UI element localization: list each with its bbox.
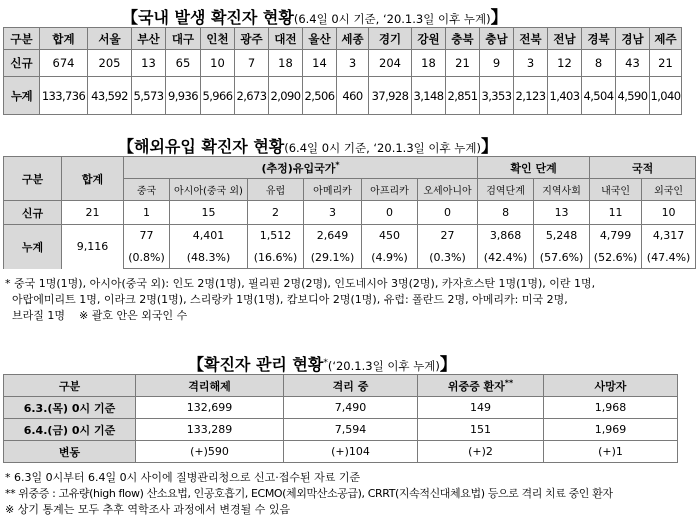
management-row-label: 6.4.(금) 0시 기준 — [4, 419, 136, 441]
imported-new-label: 신규 — [4, 201, 62, 225]
imported-cum-value: 3,868 — [478, 225, 534, 247]
management-value-cell: 1,969 — [544, 419, 678, 441]
imported-note-line1: * 중국 1명(1명), 아시아(중국 외): 인도 2명(1명), 필리핀 2명(2명), 인도네시아 3명(2명), 카자흐스탄 1명(1명), 이란 1명, — [5, 277, 596, 290]
domestic-value-cell: 1,403 — [548, 77, 582, 115]
imported-new-value: 11 — [590, 201, 642, 225]
domestic-value-cell: 2,123 — [514, 77, 548, 115]
section3-title-sub: (‘20.1.3일 이후 누계) — [327, 359, 440, 373]
domestic-header-cell: 광주 — [235, 28, 269, 50]
imported-header-confirm-stage: 확인 단계 — [478, 157, 590, 179]
section3-title-mark: * — [323, 358, 328, 368]
domestic-header-cell: 충북 — [446, 28, 480, 50]
domestic-value-cell: 1,040 — [650, 77, 682, 115]
management-header-cell — [418, 375, 544, 397]
imported-subheader-cell: 아시아(중국 외) — [170, 179, 248, 201]
imported-header-origin-mark: * — [335, 159, 340, 169]
domestic-header-cell: 강원 — [412, 28, 446, 50]
domestic-value-cell: 14 — [303, 50, 337, 77]
domestic-value-cell: 12 — [548, 50, 582, 77]
imported-new-row — [4, 201, 696, 225]
management-header-cell: 격리해제 — [136, 375, 284, 397]
domestic-value-cell: 4,504 — [582, 77, 616, 115]
imported-new-value: 2 — [248, 201, 304, 225]
imported-new-value: 15 — [170, 201, 248, 225]
management-value-cell: (+)2 — [418, 441, 544, 463]
domestic-value-cell: 13 — [132, 50, 166, 77]
domestic-header-cell: 서울 — [88, 28, 132, 50]
imported-header-origin — [124, 157, 478, 179]
domestic-header-cell: 충남 — [480, 28, 514, 50]
management-row-change — [4, 441, 678, 463]
imported-cum-value: 2,649 — [304, 225, 362, 247]
section1-title-sub: (6.4일 0시 기준, ‘20.1.3일 이후 누계) — [293, 12, 491, 26]
domestic-new-row — [4, 50, 682, 77]
domestic-value-cell: 21 — [446, 50, 480, 77]
imported-note-line3: 브라질 1명 ※ 괄호 안은 외국인 수 — [5, 309, 188, 322]
management-value-cell: 149 — [418, 397, 544, 419]
imported-new-value: 10 — [642, 201, 696, 225]
domestic-value-cell: 5,966 — [201, 77, 235, 115]
domestic-row-label: 신규 — [4, 50, 40, 77]
domestic-header-cell: 경남 — [616, 28, 650, 50]
management-header-mark: ** — [504, 377, 514, 387]
domestic-header-cell: 인천 — [201, 28, 235, 50]
domestic-header-cell: 전남 — [548, 28, 582, 50]
domestic-header-cell: 울산 — [303, 28, 337, 50]
domestic-cumulative-row — [4, 77, 682, 115]
imported-subheader-cell: 지역사회 — [534, 179, 590, 201]
imported-note — [5, 276, 595, 324]
domestic-value-cell: 204 — [369, 50, 412, 77]
imported-cum-value: 1,512 — [248, 225, 304, 247]
domestic-value-cell: 37,928 — [369, 77, 412, 115]
imported-new-value: 8 — [478, 201, 534, 225]
imported-cum-value: 77 — [124, 225, 170, 247]
domestic-value-cell: 9 — [480, 50, 514, 77]
section2-title-main: 【해외유입 확진자 현황 — [118, 137, 285, 156]
domestic-value-cell: 7 — [235, 50, 269, 77]
domestic-header-cell: 세종 — [337, 28, 369, 50]
management-value-cell: (+)104 — [284, 441, 418, 463]
section2-title-close: 】 — [480, 137, 498, 157]
management-note-3: ※ 상기 통계는 모두 추후 역학조사 과정에서 변경될 수 있음 — [5, 503, 291, 516]
imported-header-origin-label: (추정)유입국가 — [261, 161, 336, 175]
domestic-header-cell: 제주 — [650, 28, 682, 50]
domestic-header-cell: 경북 — [582, 28, 616, 50]
management-value-cell: 132,699 — [136, 397, 284, 419]
management-header-row — [4, 375, 678, 397]
section1-title-close: 】 — [490, 8, 508, 28]
management-note — [5, 470, 613, 518]
imported-header-gubun: 구분 — [4, 157, 62, 201]
imported-new-total: 21 — [62, 201, 124, 225]
imported-cum-percent: (47.4%) — [642, 247, 696, 269]
imported-cumulative-row — [4, 225, 696, 247]
imported-subheader-cell: 유럽 — [248, 179, 304, 201]
section2-title — [118, 132, 498, 157]
imported-header-row-1 — [4, 157, 696, 179]
domestic-header-cell: 경기 — [369, 28, 412, 50]
imported-cum-percent: (0.3%) — [418, 247, 478, 269]
imported-subheader-cell: 외국인 — [642, 179, 696, 201]
imported-cum-percent: (16.6%) — [248, 247, 304, 269]
domestic-header-cell: 대구 — [166, 28, 201, 50]
imported-note-line2: 아랍에미리트 1명, 이라크 2명(1명), 스리랑카 1명(1명), 캄보디아 2명(1명), 유럽: 폴란드 2명, 아메리카: 미국 2명, — [5, 293, 568, 306]
imported-cum-value: 4,317 — [642, 225, 696, 247]
management-note-2: ** 위중증 : 고유량(high flow) 산소요법, 인공호흡기, ECMO(체외막산소공급), CRRT(지속적신대체요법) 등으로 격리 치료 중인 환자 — [5, 487, 613, 500]
imported-cum-label: 누계 — [4, 225, 62, 269]
domestic-value-cell: 18 — [412, 50, 446, 77]
section3-title-close: 】 — [439, 355, 457, 375]
management-value-cell: 1,968 — [544, 397, 678, 419]
section3-title — [188, 350, 457, 375]
imported-new-value: 13 — [534, 201, 590, 225]
management-row-0603 — [4, 397, 678, 419]
domestic-value-cell: 43,592 — [88, 77, 132, 115]
case-management-table — [3, 374, 678, 463]
management-row-label: 변동 — [4, 441, 136, 463]
domestic-value-cell: 10 — [201, 50, 235, 77]
domestic-header-cell: 합계 — [40, 28, 88, 50]
management-value-cell: 133,289 — [136, 419, 284, 441]
domestic-value-cell: 2,851 — [446, 77, 480, 115]
domestic-value-cell: 21 — [650, 50, 682, 77]
domestic-value-cell: 3 — [514, 50, 548, 77]
section3-title-main: 【확진자 관리 현황 — [188, 355, 324, 374]
management-value-cell: 7,490 — [284, 397, 418, 419]
domestic-row-label: 누계 — [4, 77, 40, 115]
management-header-cell: 사망자 — [544, 375, 678, 397]
domestic-value-cell: 2,506 — [303, 77, 337, 115]
imported-cum-total: 9,116 — [62, 225, 124, 269]
imported-cum-value: 4,401 — [170, 225, 248, 247]
imported-header-total: 합계 — [62, 157, 124, 201]
management-value-cell: (+)590 — [136, 441, 284, 463]
domestic-value-cell: 5,573 — [132, 77, 166, 115]
imported-new-value: 3 — [304, 201, 362, 225]
domestic-value-cell: 2,673 — [235, 77, 269, 115]
imported-cases-table — [3, 156, 696, 269]
imported-cum-percent: (52.6%) — [590, 247, 642, 269]
imported-cum-percent: (57.6%) — [534, 247, 590, 269]
imported-new-value: 1 — [124, 201, 170, 225]
section1-title — [122, 3, 508, 28]
imported-cum-value: 4,799 — [590, 225, 642, 247]
management-note-1: * 6.3일 0시부터 6.4일 0시 사이에 질병관리청으로 신고·접수된 자료 기준 — [5, 471, 361, 484]
imported-subheader-cell: 오세아니아 — [418, 179, 478, 201]
management-value-cell: (+)1 — [544, 441, 678, 463]
imported-subheader-cell: 아메리카 — [304, 179, 362, 201]
domestic-value-cell: 133,736 — [40, 77, 88, 115]
imported-subheader-cell: 내국인 — [590, 179, 642, 201]
section2-title-sub: (6.4일 0시 기준, ‘20.1.3일 이후 누계) — [284, 141, 481, 155]
domestic-value-cell: 8 — [582, 50, 616, 77]
domestic-header-row — [4, 28, 682, 50]
domestic-value-cell: 3,353 — [480, 77, 514, 115]
management-row-label: 6.3.(목) 0시 기준 — [4, 397, 136, 419]
management-header-cell: 구분 — [4, 375, 136, 397]
imported-header-nationality: 국적 — [590, 157, 696, 179]
imported-cum-percent: (29.1%) — [304, 247, 362, 269]
management-header-cell: 격리 중 — [284, 375, 418, 397]
imported-subheader-cell: 중국 — [124, 179, 170, 201]
imported-cum-value: 27 — [418, 225, 478, 247]
domestic-header-cell: 구분 — [4, 28, 40, 50]
management-header-label: 위중증 환자 — [447, 379, 505, 393]
imported-cum-percent: (0.8%) — [124, 247, 170, 269]
domestic-value-cell: 2,090 — [269, 77, 303, 115]
imported-subheader-cell: 검역단계 — [478, 179, 534, 201]
imported-new-value: 0 — [418, 201, 478, 225]
imported-cum-value: 5,248 — [534, 225, 590, 247]
management-row-0604 — [4, 419, 678, 441]
imported-cum-value: 450 — [362, 225, 418, 247]
management-value-cell: 7,594 — [284, 419, 418, 441]
domestic-value-cell: 43 — [616, 50, 650, 77]
imported-subheader-cell: 아프리카 — [362, 179, 418, 201]
section1-title-main: 【국내 발생 확진자 현황 — [122, 8, 294, 27]
domestic-value-cell: 9,936 — [166, 77, 201, 115]
domestic-value-cell: 460 — [337, 77, 369, 115]
imported-new-value: 0 — [362, 201, 418, 225]
domestic-value-cell: 18 — [269, 50, 303, 77]
domestic-header-cell: 전북 — [514, 28, 548, 50]
domestic-cases-table — [3, 27, 682, 115]
domestic-value-cell: 4,590 — [616, 77, 650, 115]
domestic-value-cell: 3 — [337, 50, 369, 77]
domestic-header-cell: 대전 — [269, 28, 303, 50]
domestic-header-cell: 부산 — [132, 28, 166, 50]
domestic-value-cell: 674 — [40, 50, 88, 77]
domestic-value-cell: 205 — [88, 50, 132, 77]
management-value-cell: 151 — [418, 419, 544, 441]
imported-cum-percent: (48.3%) — [170, 247, 248, 269]
imported-cum-percent: (42.4%) — [478, 247, 534, 269]
domestic-value-cell: 65 — [166, 50, 201, 77]
domestic-value-cell: 3,148 — [412, 77, 446, 115]
imported-cum-percent: (4.9%) — [362, 247, 418, 269]
